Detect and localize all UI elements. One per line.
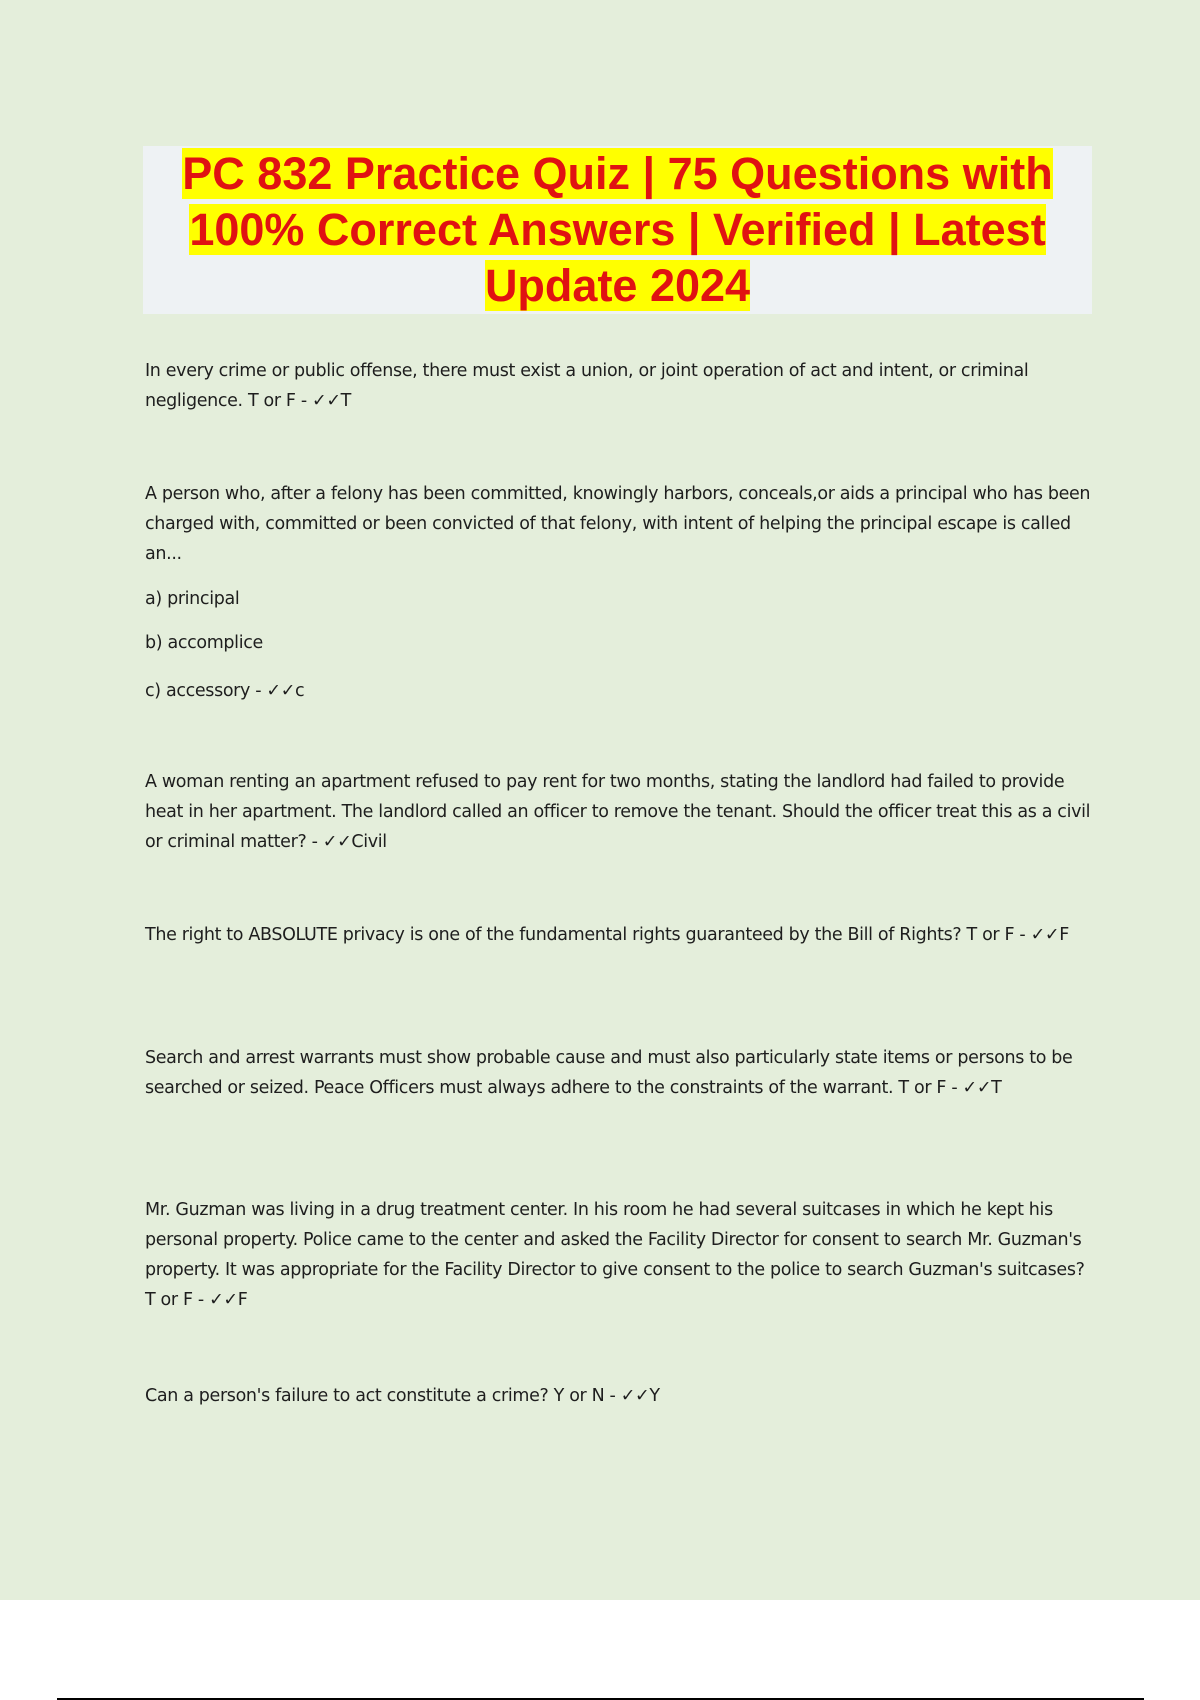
question-2-option-b: b) accomplice [145,633,263,653]
question-5: Search and arrest warrants must show probable cause and must also particularly state items or persons to be searched or seized. Peace Officers must always adhere to the constraints of the warrant. T or F - ✓✓T [145,1048,1073,1098]
question-1: In every crime or public offense, there must exist a union, or joint operation of act and intent, or criminal negligence. T or F - ✓✓T [145,361,1029,411]
document-title [143,146,1092,314]
question-2-option-c: c) accessory - ✓✓c [145,681,305,701]
question-6: Mr. Guzman was living in a drug treatment center. In his room he had several suitcases in which he kept his personal property. Police came to the center and asked the Facility Director for consent to search Mr. Guzman's property. It was appropriate for the Facility Director to give consent to the police to search Guzman's suitcases? T or F - ✓✓F [145,1200,1085,1310]
title-text: PC 832 Practice Quiz | 75 Questions with 100% Correct Answers | Verified | Latest Update 2024 [182,148,1053,311]
question-4: The right to ABSOLUTE privacy is one of the fundamental rights guaranteed by the Bill of Rights? T or F - ✓✓F [145,925,1069,945]
question-2-option-a: a) principal [145,589,240,609]
title-box [143,146,1092,314]
question-2: A person who, after a felony has been committed, knowingly harbors, conceals,or aids a principal who has been charged with, committed or been convicted of that felony, with intent of helping the principal escape is called an... [145,484,1091,564]
question-3: A woman renting an apartment refused to pay rent for two months, stating the landlord had failed to provide heat in her apartment. The landlord called an officer to remove the tenant. Should the officer treat this as a civil or criminal matter? - ✓✓Civil [145,772,1091,852]
question-7: Can a person's failure to act constitute a crime? Y or N - ✓✓Y [145,1386,660,1406]
